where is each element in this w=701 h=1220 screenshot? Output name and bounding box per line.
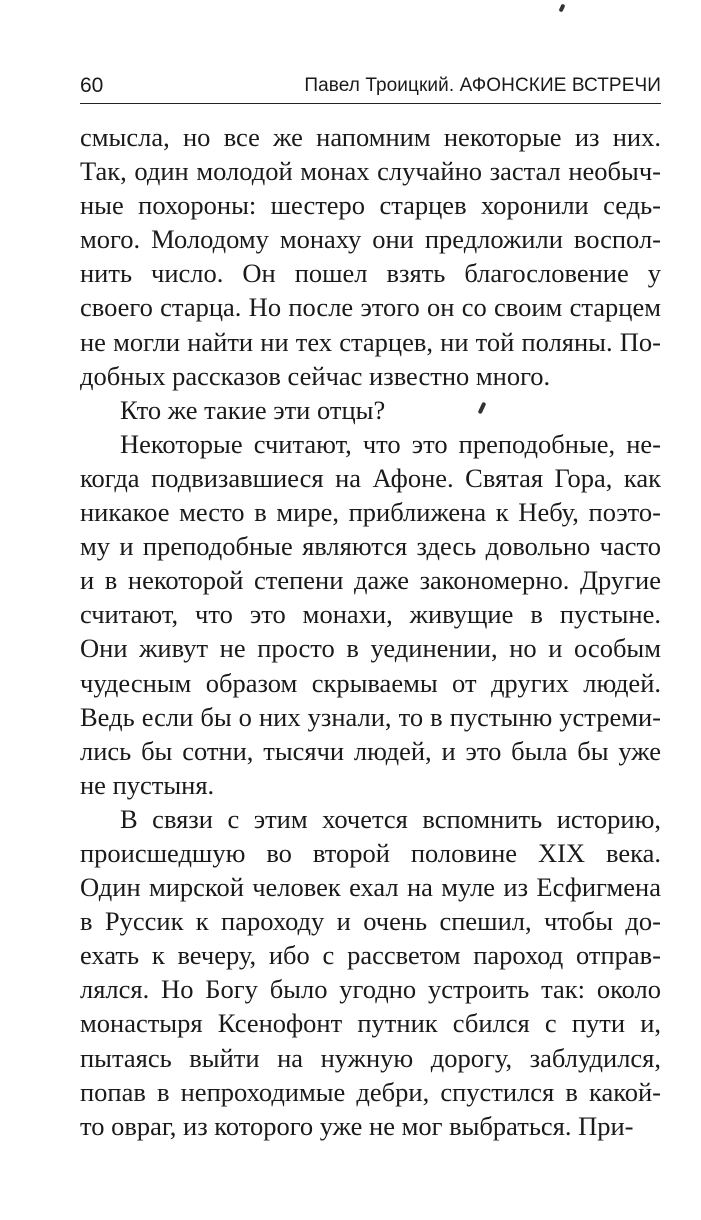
running-head: Павел Троицкий. АФОНСКИЕ ВСТРЕЧИ — [304, 75, 661, 96]
body-text — [80, 120, 661, 1143]
text-line: В связи с этим хочется вспомнить историю, — [120, 803, 661, 834]
page-header — [80, 74, 661, 104]
text-line: попав в непроходимые дебри, спустился в какой- — [80, 1076, 661, 1107]
text-line: лись бы сотни, тысячи людей, и это была бы уже — [80, 735, 661, 766]
text-line: ехать к вечеру, ибо с рассветом пароход отправ- — [80, 940, 661, 971]
text-line: лялся. Но Богу было угодно устроить так: около — [80, 974, 661, 1005]
text-line: своего старца. Но после этого он со своим старцем — [80, 292, 661, 323]
text-line: Кто же такие эти отцы? — [120, 394, 386, 425]
text-line: Ведь если бы о них узнали, то в пустыню устреми- — [80, 701, 661, 732]
text-line: Некоторые считают, что это преподобные, не- — [120, 428, 661, 459]
text-line: Они живут не просто в уединении, но и особым — [80, 633, 661, 664]
text-line: не могли найти ни тех старцев, ни той поляны. По- — [80, 326, 661, 357]
text-line: добных рассказов сейчас известно много. — [80, 360, 551, 391]
text-line: монастыря Ксенофонт путник сбился с пути и, — [80, 1008, 661, 1039]
text-line: Так, один молодой монах случайно застал необыч- — [80, 156, 661, 187]
text-line: мого. Молодому монаху они предложили воспол- — [80, 224, 661, 255]
text-line: то овраг, из которого уже не мог выбраться. При- — [80, 1110, 634, 1141]
page-number: 60 — [80, 74, 104, 97]
text-line: никакое место в мире, приближена к Небу, поэто- — [80, 497, 661, 528]
text-line: Один мирской человек ехал на муле из Есфигмена — [80, 872, 661, 903]
text-line: в Руссик к пароходу и очень спешил, чтобы до- — [80, 906, 661, 937]
text-line: когда подвизавшиеся на Афоне. Святая Гора, как — [80, 462, 661, 493]
header-rule — [80, 103, 661, 104]
scan-speck — [558, 4, 565, 13]
text-line: не пустыня. — [80, 769, 215, 800]
text-line: смысла, но все же напомним некоторые из них. — [80, 122, 661, 152]
text-line: считают, что это монахи, живущие в пустыне. — [80, 599, 661, 630]
text-line: чудесным образом скрываемы от других людей. — [80, 667, 661, 698]
text-line: и в некоторой степени даже закономерно. Другие — [80, 565, 661, 596]
text-line: му и преподобные являются здесь довольно часто — [80, 531, 661, 562]
text-line: пытаясь выйти на нужную дорогу, заблудился, — [80, 1042, 661, 1073]
text-line: ные похороны: шестеро старцев хоронили седь- — [80, 190, 661, 221]
text-line: нить число. Он пошел взять благословение у — [80, 258, 661, 289]
text-line: происшедшую во второй половине XIX века. — [80, 837, 661, 868]
